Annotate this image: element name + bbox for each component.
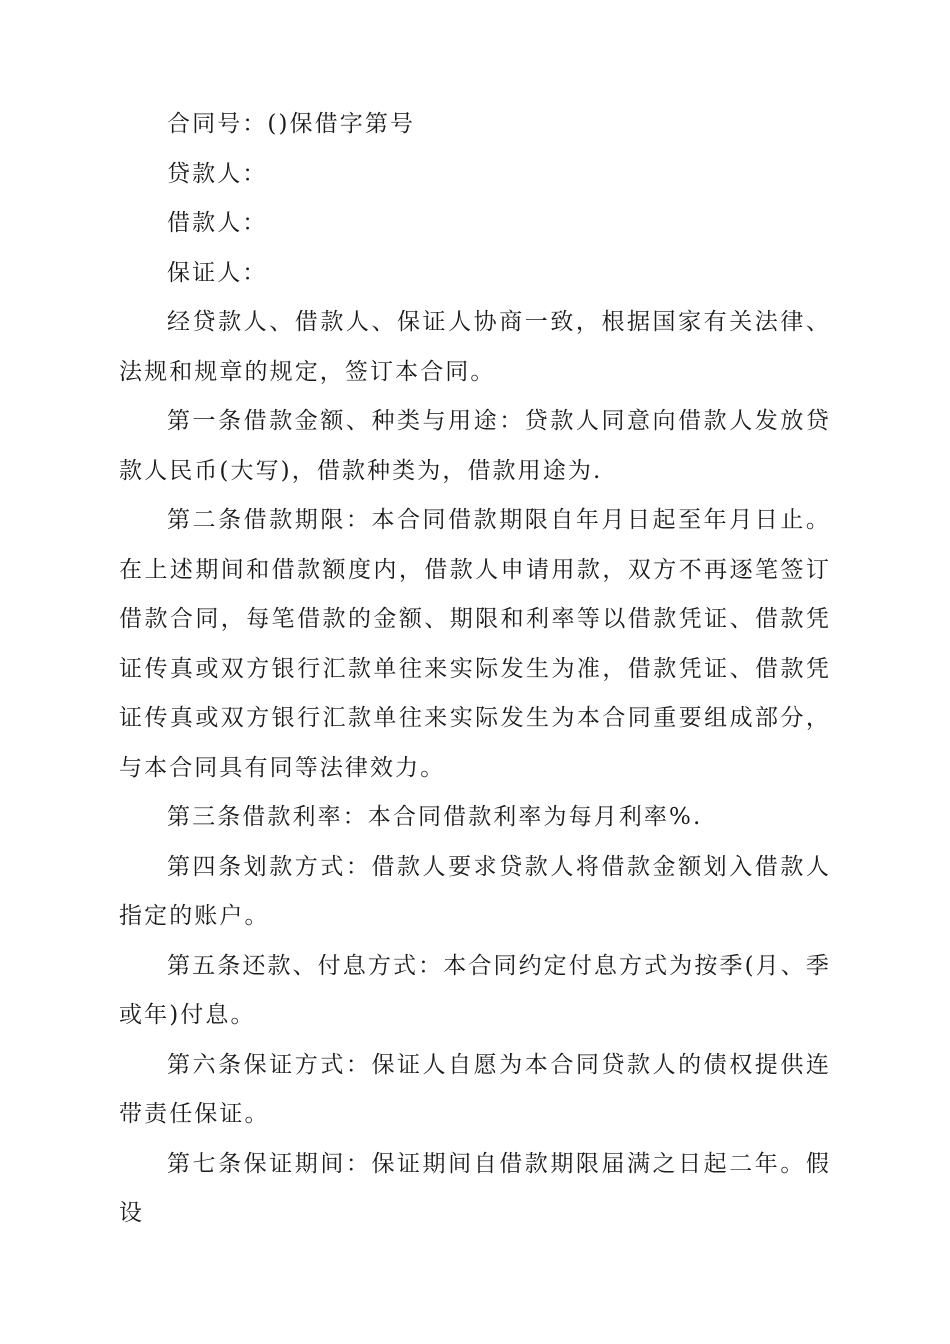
article-4-paragraph: 第四条划款方式：借款人要求贷款人将借款金额划入借款人指定的账户。: [119, 853, 831, 929]
contract-document: [119, 100, 831, 1239]
article-2-paragraph: 第二条借款期限：本合同借款期限自年月日起至年月日止。在上述期间和借款额度内，借款人申请用款，双方不再逐笔签订借款合同，每笔借款的金额、期限和利率等以借款凭证、借款凭证传真或双方银行汇款单往来实际发生为准，借款凭证、借款凭证传真或双方银行汇款单往来实际发生为本合同重要组成部分，与本合同具有同等法律效力。: [119, 507, 831, 781]
article-1-paragraph: 第一条借款金额、种类与用途：贷款人同意向借款人发放贷款人民币(大写)，借款种类为，借款用途为.: [119, 408, 831, 484]
contract-number: 合同号：()保借字第号: [167, 111, 416, 137]
lender-line: 贷款人：: [167, 160, 268, 187]
article-7-paragraph: 第七条保证期间：保证期间自借款期限届满之日起二年。假设: [119, 1150, 831, 1226]
guarantor-line: 保证人：: [167, 259, 268, 286]
article-5-paragraph: 第五条还款、付息方式：本合同约定付息方式为按季(月、季或年)付息。: [119, 952, 831, 1028]
article-3-paragraph: 第三条借款利率：本合同借款利率为每月利率%.: [167, 804, 703, 830]
preamble-paragraph: 经贷款人、借款人、保证人协商一致，根据国家有关法律、法规和规章的规定，签订本合同。: [119, 309, 831, 385]
borrower-line: 借款人：: [167, 210, 268, 236]
article-6-paragraph: 第六条保证方式：保证人自愿为本合同贷款人的债权提供连带责任保证。: [119, 1051, 831, 1127]
